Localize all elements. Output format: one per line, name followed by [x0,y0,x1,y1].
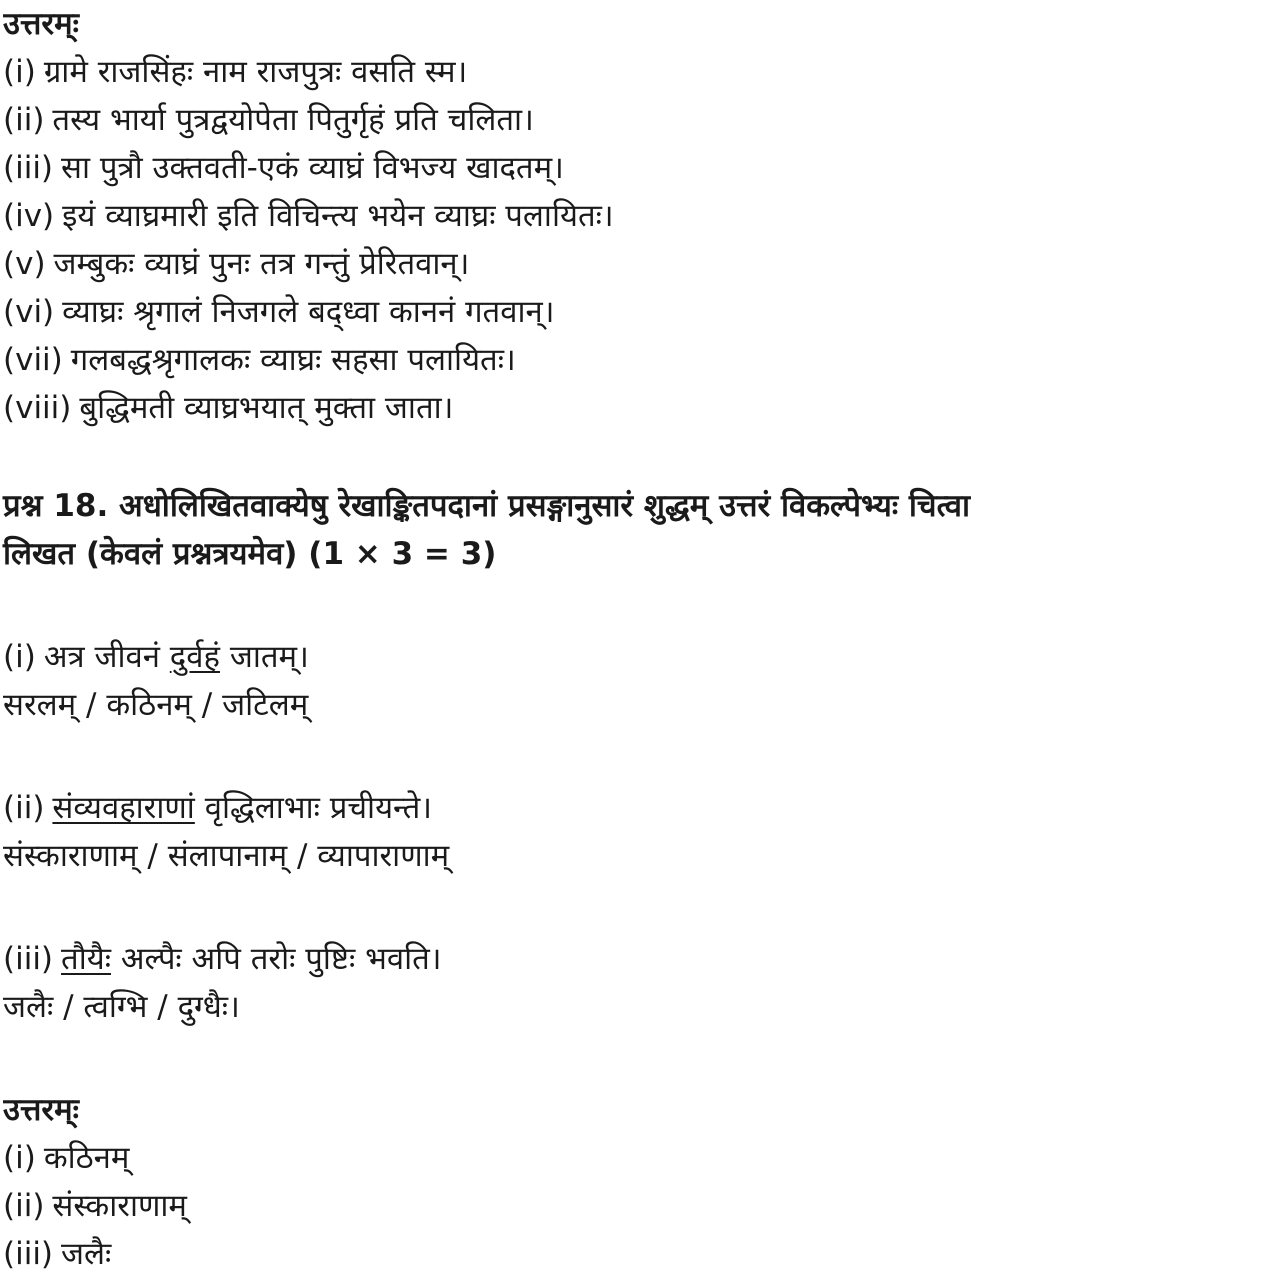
spacer [3,432,1265,482]
question-sentence [3,784,1265,832]
sentence-pre: अत्र जीवनं [43,639,160,675]
answer-item [3,48,1265,96]
item-number: (iv) [3,198,55,234]
underlined-word: तौयैः [61,941,111,977]
spacer [3,729,1265,784]
answer-item [3,96,1265,144]
item-number: (vii) [3,342,63,378]
sentence-post: अल्पैः अपि तरोः पुष्टिः भवति। [120,941,442,977]
answer-item [3,144,1265,192]
item-number: (viii) [3,390,72,426]
question-options: सरलम् / कठिनम् / जटिलम् [3,687,309,723]
item-text: इयं व्याघ्रमारी इति विचिन्त्य भयेन व्याघ्रः पलायितः। [62,198,614,234]
answer-item [3,1230,1265,1278]
item-number: (i) [3,54,36,90]
item-text: गलबद्धश्रृगालकः व्याघ्रः सहसा पलायितः। [70,342,516,378]
sentence-post: वृद्धिलाभाः प्रचीयन्ते। [204,790,433,826]
question-title-line: लिखत (केवलं प्रश्नत्रयमेव) (1 × 3 = 3) [3,536,497,572]
answer-list [3,48,1265,432]
item-number: (v) [3,246,46,282]
item-text: कठिनम् [43,1140,130,1176]
item-text: जलैः [61,1236,112,1272]
item-number: (iii) [3,941,54,977]
answer-heading: उत्तरम्ः [3,6,79,42]
item-text: ग्रामे राजसिंहः नाम राजपुत्रः वसति स्म। [43,54,468,90]
answer-heading: उत्तरम्ः [3,1092,79,1128]
question-title-line: प्रश्न 18. अधोलिखितवाक्येषु रेखाङ्कितपदानां प्रसङ्गानुसारं शुद्धम् उत्तरं विकल्पेभ्यः चित्वा [3,488,971,524]
answer-list [3,1134,1265,1278]
answer-item [3,1182,1265,1230]
item-number: (ii) [3,102,45,138]
answer-item [3,336,1265,384]
item-text: तस्य भार्या पुत्रद्वयोपेता पितुर्गृहं प्रति चलिता। [52,102,534,138]
question-sentence [3,633,1265,681]
answer-item [3,384,1265,432]
question-item [3,784,1265,880]
item-number: (i) [3,1140,36,1176]
item-text: संस्काराणाम् [52,1188,187,1224]
underlined-word: दुर्वहं [169,639,220,675]
item-number: (ii) [3,790,45,826]
answer-item [3,1134,1265,1182]
answer-item [3,192,1265,240]
spacer [3,578,1265,633]
item-text: बुद्धिमती व्याघ्रभयात् मुक्ता जाता। [79,390,454,426]
question-title [3,482,1265,578]
spacer [3,1031,1265,1086]
item-number: (vi) [3,294,55,330]
item-number: (i) [3,639,36,675]
answer-item [3,288,1265,336]
spacer [3,880,1265,935]
item-text: व्याघ्रः श्रृगालं निजगले बद्ध्वा काननं गतवान्। [62,294,555,330]
question-sentence [3,935,1265,983]
item-number: (ii) [3,1188,45,1224]
question-item [3,633,1265,729]
sentence-post: जातम्। [229,639,309,675]
item-number: (iii) [3,1236,54,1272]
item-text: जम्बुकः व्याघ्रं पुनः तत्र गन्तुं प्रेरितवान्। [53,246,470,282]
question-options: जलैः / त्वग्भि / दुग्धैः। [3,989,240,1025]
underlined-word: संव्यवहाराणां [52,790,195,826]
answer-item [3,240,1265,288]
question-item [3,935,1265,1031]
item-number: (iii) [3,150,54,186]
item-text: सा पुत्रौ उक्तवती-एकं व्याघ्रं विभज्य खादतम्। [61,150,564,186]
question-options: संस्काराणाम् / संलापानाम् / व्यापाराणाम् [3,838,450,874]
